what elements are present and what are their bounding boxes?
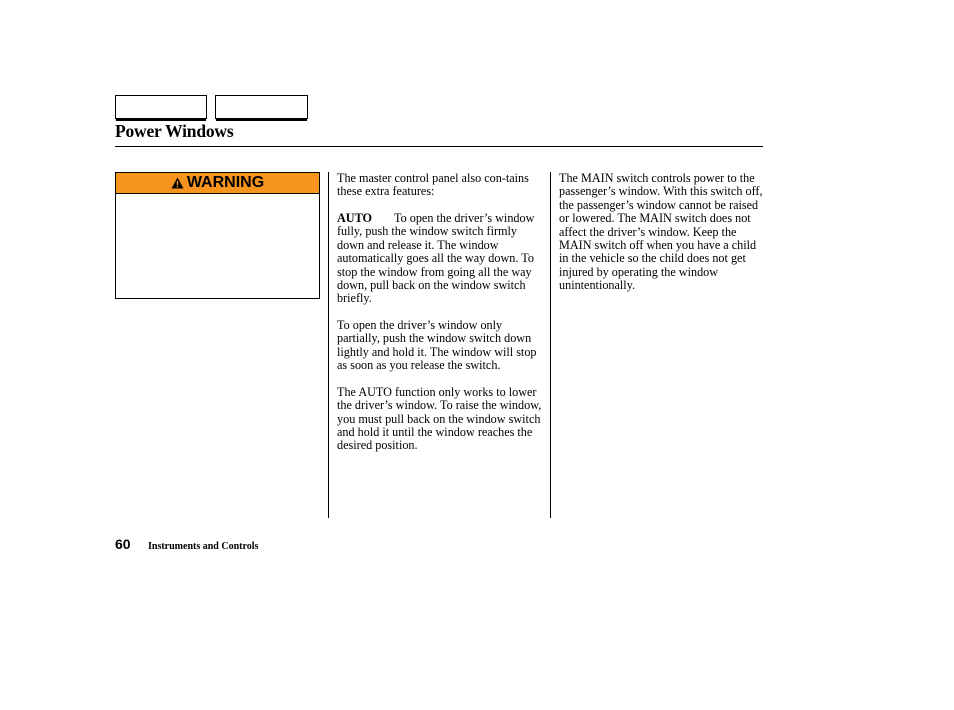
title-rule [115,146,763,147]
warning-label: WARNING [186,174,265,191]
warning-box [115,172,320,299]
auto-paragraph [337,212,542,306]
header-tab-box-2 [215,95,308,119]
middle-column [337,172,542,466]
right-column [559,172,764,306]
page-title: Power Windows [115,121,234,141]
column-divider-2 [550,172,551,518]
main-switch-paragraph: The MAIN switch controls power to the passenger’s window. With this switch off, the passenger’s window cannot be raised or lowered. The MAIN switch does not affect the driver’s window. Keep the MAIN switch off when you have a child in the vehicle so the child does not get injured by operating the window unintentionally. [559,171,763,293]
header-tab-box-1 [115,95,207,119]
footer-section-title: Instruments and Controls [148,541,259,552]
warning-triangle-icon [171,177,184,189]
partial-paragraph: To open the driver’s window only partially, push the window switch down lightly and hold it. The window will stop as soon as you release the switch. [337,318,537,373]
auto-term: AUTO [337,211,372,225]
page-number: 60 [115,536,131,552]
intro-paragraph: The master control panel also con-tains these extra features: [337,171,529,199]
auto-function-paragraph: The AUTO function only works to lower the driver’s window. To raise the window, you must pull back on the window switch and hold it until the window reaches the desired position. [337,384,542,453]
auto-text: To open the driver’s window fully, push the window switch firmly down and release it. The window automatically goes all the way down. To stop the window from going all the way down, pull back on the window switch briefly. [337,211,535,306]
column-divider-1 [328,172,329,518]
warning-header [116,173,319,194]
